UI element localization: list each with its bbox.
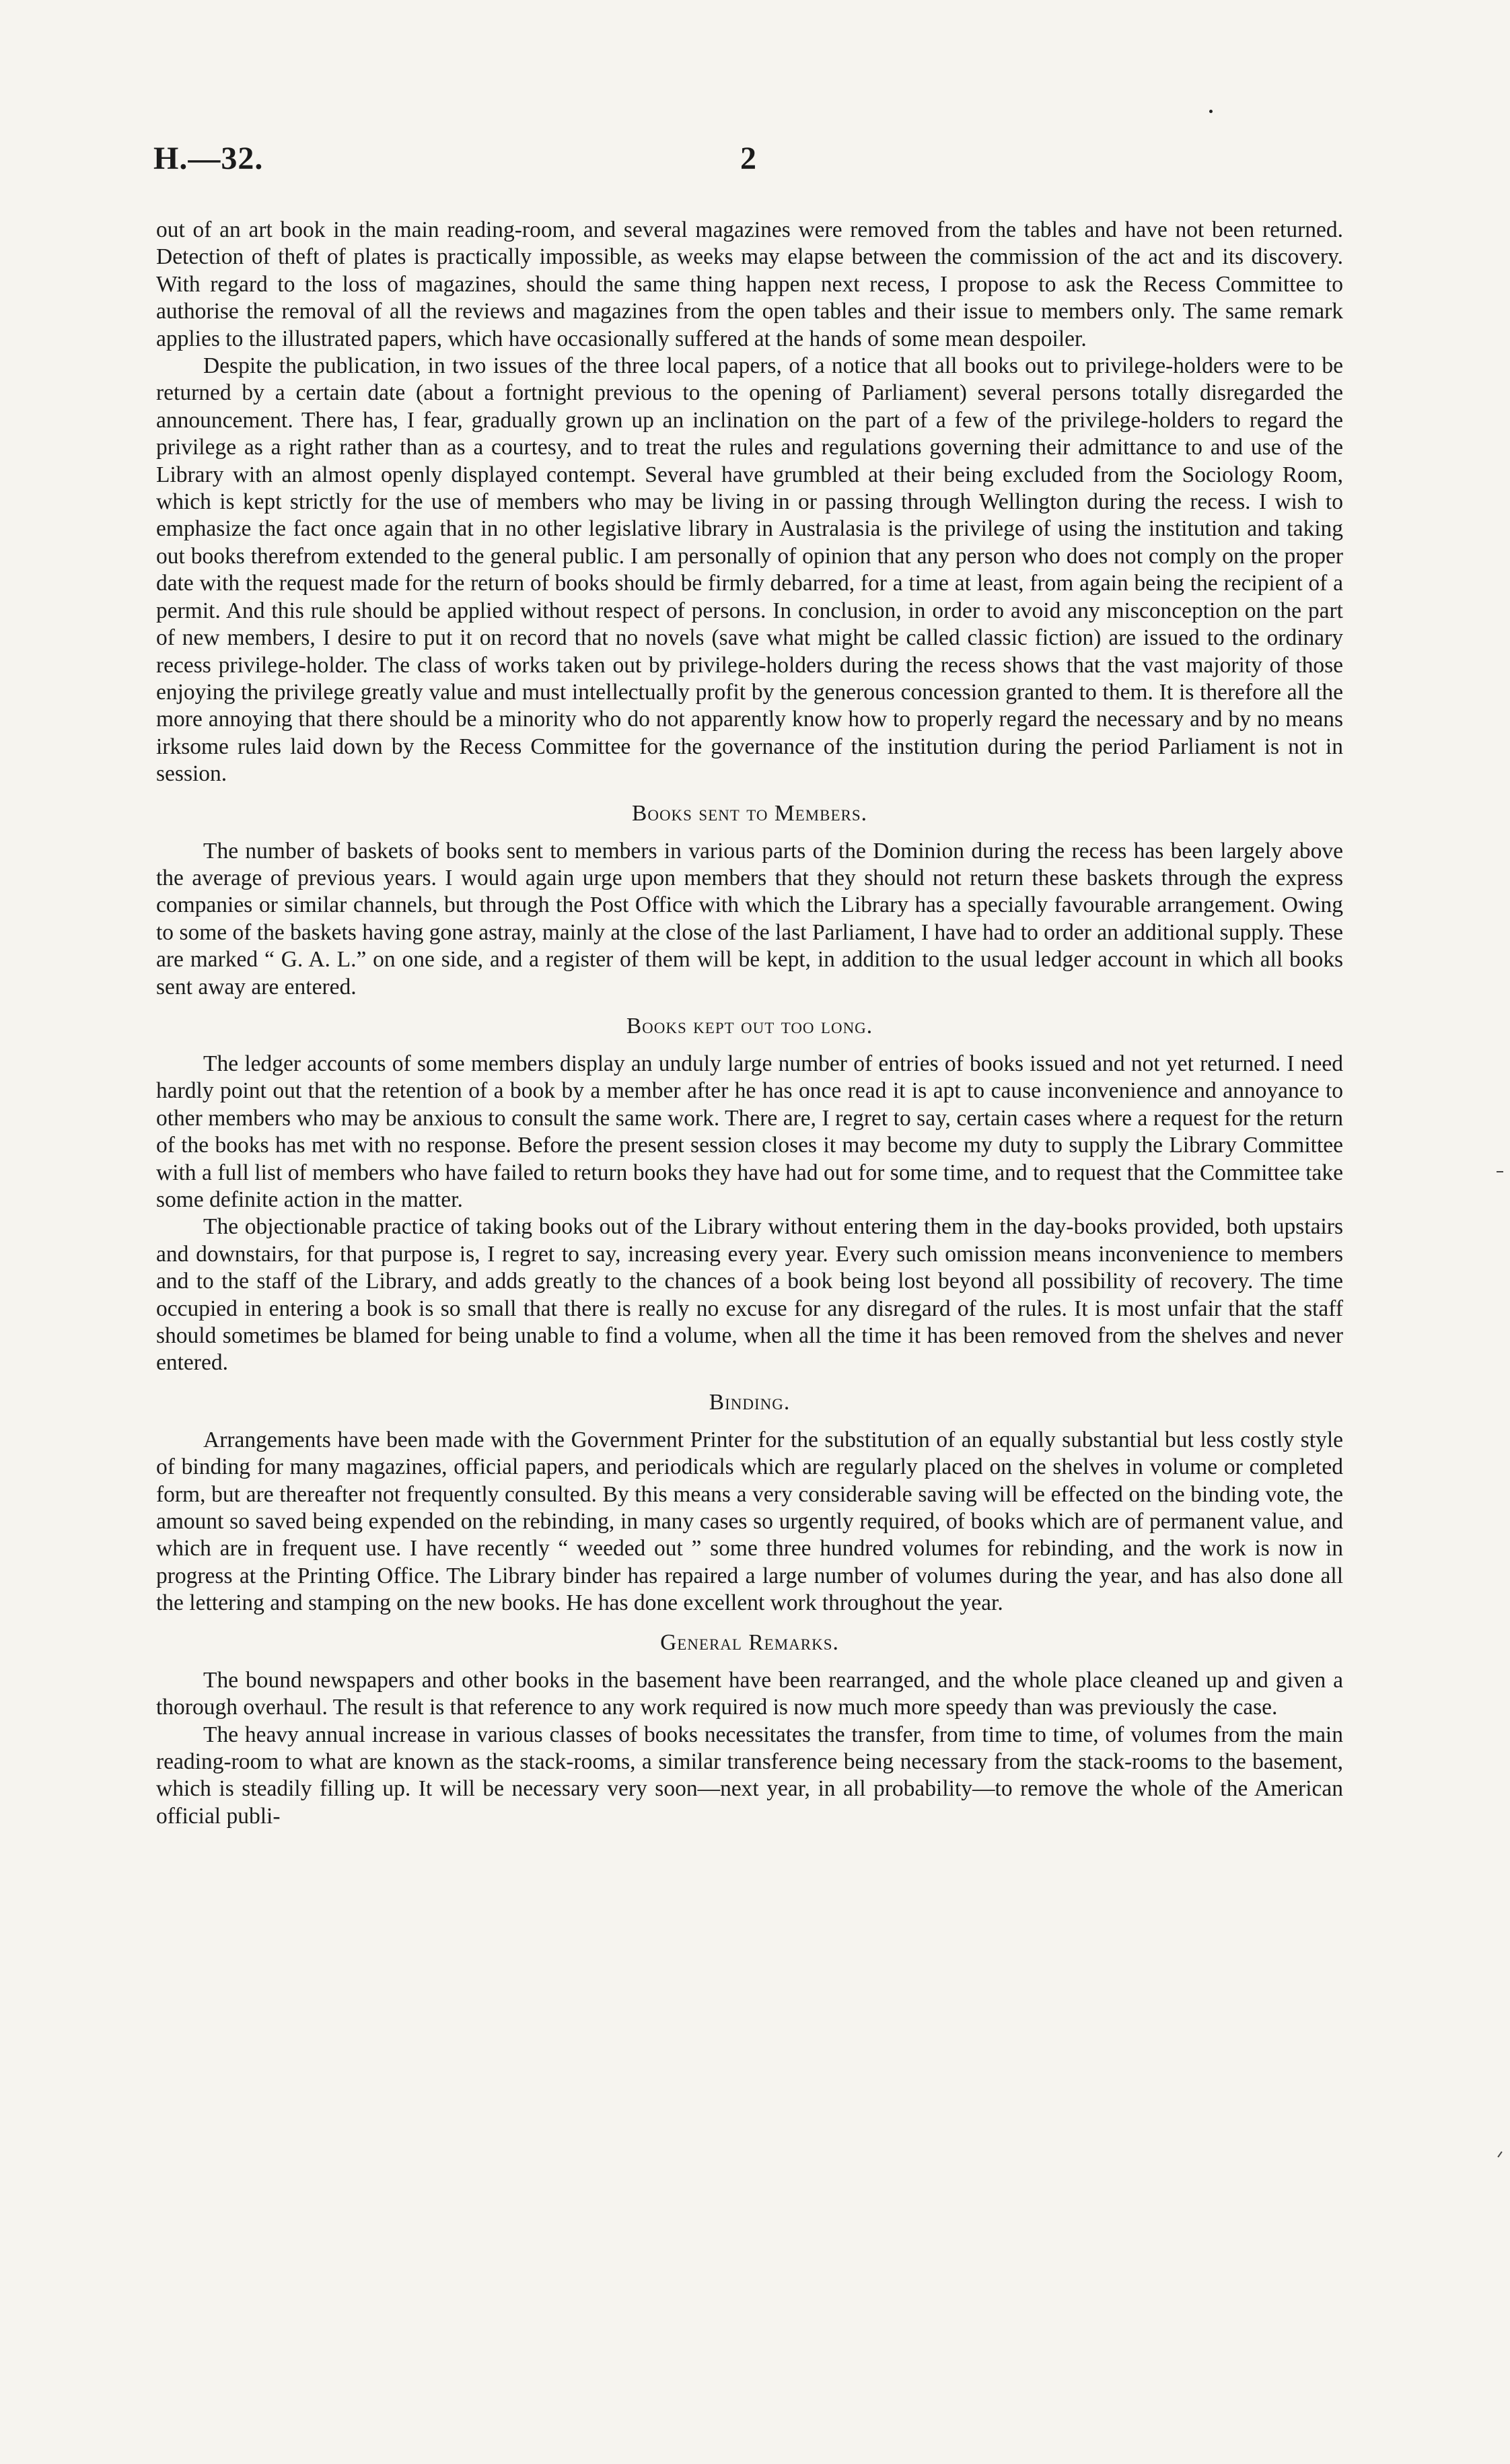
page-number: 2 (740, 141, 756, 176)
document-code: H.—32. (153, 141, 264, 176)
margin-mark (1497, 2151, 1502, 2157)
paragraph: Despite the publication, in two issues of the three local papers, of a notice that all books out to privilege-holders were to be returned by a certain date (about a fortnight previous to the opening of Parliament) several persons totally disregarded the announcement. There has, I fear, gradually grown up an inclination on the part of a few of the privilege-holders to regard the privilege as a right rather than as a courtesy, and to treat the rules and regulations governing their admittance to and use of the Library with an almost openly displayed contempt. Several have grumbled at their being excluded from the Sociology Room, which is kept strictly for the use of members who may be living in or passing through Wellington during the recess. I wish to emphasize the fact once again that in no other legislative library in Australasia is the privilege of using the institution and taking out books therefrom extended to the general public. I am personally of opinion that any person who does not comply on the proper date with the request made for the return of books should be firmly debarred, for a time at least, from again being the recipient of a permit. And this rule should be applied without respect of persons. In conclusion, in order to avoid any misconception on the part of new members, I desire to put it on record that no novels (save what might be called classic fiction) are issued to the ordinary recess privilege-holder. The class of works taken out by privilege-holders during the recess shows that the vast majority of those enjoying the privilege greatly value and must intellectually profit by the generous concession granted to them. It is therefore all the more annoying that there should be a minority who do not apparently know how to properly regard the necessary and by no means irksome rules laid down by the Recess Committee for the governance of the institution during the period Parliament is not in session. (156, 353, 1343, 787)
section-heading-binding: Binding. (709, 1389, 791, 1415)
section-heading-books-sent: Books sent to Members. (631, 800, 868, 826)
paragraph: Arrangements have been made with the Government Printer for the substitution of an equally substantial but less costly style of binding for many magazines, official papers, and periodicals which are regularly placed on the shelves in volume or completed form, but are thereafter not frequently consulted. By this means a very considerable saving will be effected on the binding vote, the amount so saved being expended on the rebinding, in many cases so urgently required, of books which are of permanent value, and which are in frequent use. I have recently “ weeded out ” some three hundred volumes for rebinding, and the work is now in progress at the Printing Office. The Library binder has repaired a large number of volumes during the year, and has also done all the lettering and stamping on the new books. He has done excellent work throughout the year. (156, 1427, 1343, 1616)
margin-mark (1497, 1171, 1503, 1172)
paragraph: The objectionable practice of taking books out of the Library without entering them in the day-books provided, both upstairs and downstairs, for that purpose is, I regret to say, increasing every year. Every such omission means inconvenience to members and to the staff of the Library, and adds greatly to the chances of a book being lost beyond all possibility of recovery. The time occupied in entering a book is so small that there is really no excuse for any disregard of the rules. It is most unfair that the staff should sometimes be blamed for being unable to find a volume, when all the time it has been removed from the shelves and never entered. (156, 1214, 1343, 1376)
paragraph: The bound newspapers and other books in the basement have been rearranged, and the whole place cleaned up and given a thorough overhaul. The result is that reference to any work required is now much more speedy than was previously the case. (156, 1667, 1343, 1720)
paragraph: The ledger accounts of some members display an unduly large number of entries of books issued and not yet returned. I need hardly point out that the retention of a book by a member after he has once read it is apt to cause inconvenience and annoyance to other members who may be anxious to consult the same work. There are, I regret to say, certain cases where a request for the return of the books has met with no response. Before the present session closes it may become my duty to supply the Library Committee with a full list of members who have failed to return books they have had out for some time, and to request that the Committee take some definite action in the matter. (156, 1051, 1343, 1212)
paragraph: The number of baskets of books sent to members in various parts of the Dominion during the recess has been largely above the average of previous years. I would again urge upon members that they should not return these baskets through the express companies or similar channels, but through the Post Office with which the Library has a specially favourable arrangement. Owing to some of the baskets having gone astray, mainly at the close of the last Parliament, I have had to order an additional supply. These are marked “ G. A. L.” on one side, and a register of them will be kept, in addition to the usual ledger account in which all books sent away are entered. (156, 838, 1343, 999)
paragraph: The heavy annual increase in various classes of books necessitates the transfer, from time to time, of volumes from the main reading-room to what are known as the stack-rooms, a similar transference being necessary from the stack-rooms to the basement, which is steadily filling up. It will be necessary very soon—next year, in all probability—to remove the whole of the American official publi- (156, 1722, 1343, 1829)
section-heading-books-kept: Books kept out too long. (626, 1013, 873, 1039)
body-text (156, 217, 1343, 1830)
paragraph: out of an art book in the main reading-room, and several magazines were removed from the tables and have not been returned. Detection of theft of plates is practically impossible, as weeks may elapse between the commission of the act and its discovery. With regard to the loss of magazines, should the same thing happen next recess, I propose to ask the Recess Committee to authorise the removal of all the reviews and magazines from the open tables and their issue to members only. The same remark applies to the illustrated papers, which have occasionally suffered at the hands of some mean despoiler. (156, 217, 1343, 351)
section-heading-general-remarks: General Remarks. (660, 1629, 839, 1655)
print-speck (1209, 110, 1213, 113)
